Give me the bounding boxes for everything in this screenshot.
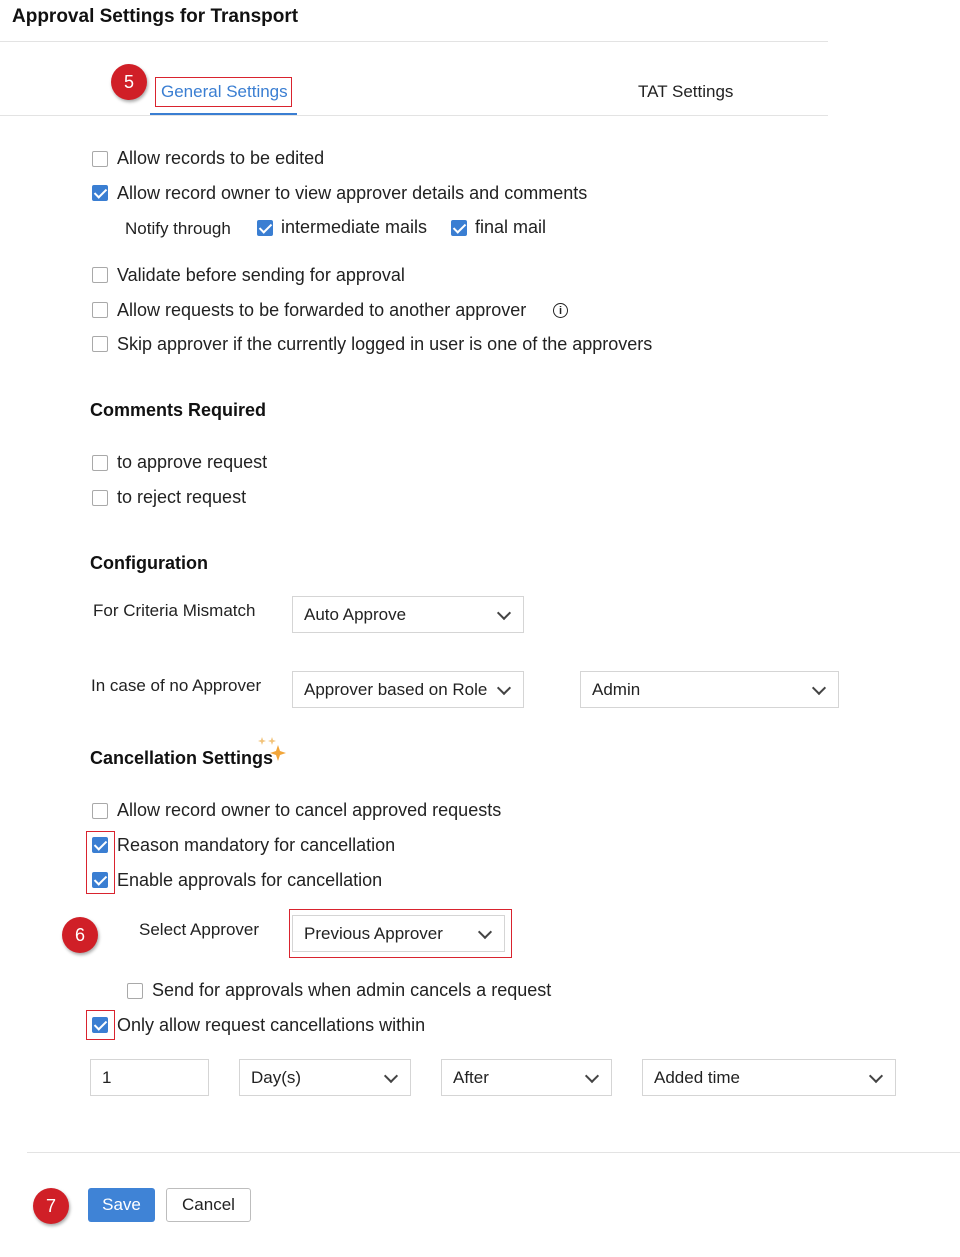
no-approver-label: In case of no Approver <box>91 676 262 695</box>
allow-edit-label: Allow records to be edited <box>117 148 325 168</box>
info-circle-icon[interactable] <box>553 303 568 318</box>
intermediate-mails-label: intermediate mails <box>281 217 428 237</box>
select-approver-value: Previous Approver <box>304 923 443 943</box>
final-mail-checkbox[interactable] <box>451 220 467 236</box>
chevron-down-icon <box>478 924 492 938</box>
within-unit-value: Day(s) <box>251 1067 302 1087</box>
only-within-label: Only allow request cancellations within <box>117 1015 426 1035</box>
admin-cancels-checkbox[interactable] <box>127 983 143 999</box>
header-divider <box>0 41 828 42</box>
chevron-down-icon <box>497 605 511 619</box>
select-approver-dropdown[interactable] <box>292 915 505 952</box>
tabs-divider <box>0 115 828 116</box>
allow-edit-checkbox[interactable] <box>92 151 108 167</box>
criteria-mismatch-label: For Criteria Mismatch <box>93 601 256 620</box>
chevron-down-icon <box>585 1068 599 1082</box>
only-within-checkbox[interactable] <box>92 1017 108 1033</box>
footer-divider <box>27 1152 960 1153</box>
owner-view-checkbox[interactable] <box>92 185 108 201</box>
info-icon-glyph: i <box>558 304 563 317</box>
within-count-value: 1 <box>102 1067 112 1087</box>
save-button[interactable]: Save <box>88 1188 155 1222</box>
comments-heading: Comments Required <box>90 400 267 420</box>
within-relation-select[interactable] <box>441 1059 612 1096</box>
no-approver-value: Approver based on Role <box>304 679 488 699</box>
role-value: Admin <box>592 679 641 699</box>
sparkle-icon <box>254 735 288 765</box>
forward-label: Allow requests to be forwarded to another approver <box>117 300 527 320</box>
reason-mandatory-label: Reason mandatory for cancellation <box>117 835 396 855</box>
final-mail-label: final mail <box>475 217 547 237</box>
skip-label: Skip approver if the currently logged in user is one of the approvers <box>117 334 653 354</box>
owner-cancel-label: Allow record owner to cancel approved requests <box>117 800 502 820</box>
skip-checkbox[interactable] <box>92 336 108 352</box>
tab-tat-settings[interactable]: TAT Settings <box>638 82 734 101</box>
reason-mandatory-checkbox[interactable] <box>92 837 108 853</box>
role-select[interactable] <box>580 671 839 708</box>
reject-comment-label: to reject request <box>117 487 247 507</box>
intermediate-mails-checkbox[interactable] <box>257 220 273 236</box>
no-approver-select[interactable] <box>292 671 524 708</box>
chevron-down-icon <box>812 680 826 694</box>
forward-checkbox[interactable] <box>92 302 108 318</box>
within-count-input[interactable] <box>90 1059 209 1096</box>
within-reference-select[interactable] <box>642 1059 896 1096</box>
chevron-down-icon <box>869 1068 883 1082</box>
within-unit-select[interactable] <box>239 1059 411 1096</box>
admin-cancels-label: Send for approvals when admin cancels a request <box>152 980 552 1000</box>
criteria-mismatch-select[interactable] <box>292 596 524 633</box>
configuration-heading: Configuration <box>90 553 208 573</box>
within-relation-value: After <box>453 1067 489 1087</box>
step-badge-6: 6 <box>62 917 98 953</box>
tab-general-settings[interactable]: General Settings <box>161 82 288 101</box>
step-badge-7: 7 <box>33 1188 69 1224</box>
approve-comment-label: to approve request <box>117 452 268 472</box>
cancel-button[interactable]: Cancel <box>166 1188 251 1222</box>
within-reference-value: Added time <box>654 1067 740 1087</box>
notify-through-label: Notify through <box>125 219 231 238</box>
select-approver-label: Select Approver <box>139 920 260 939</box>
validate-label: Validate before sending for approval <box>117 265 405 285</box>
reject-comment-checkbox[interactable] <box>92 490 108 506</box>
owner-cancel-checkbox[interactable] <box>92 803 108 819</box>
chevron-down-icon <box>384 1068 398 1082</box>
chevron-down-icon <box>497 680 511 694</box>
step-badge-5: 5 <box>111 64 147 100</box>
enable-approvals-label: Enable approvals for cancellation <box>117 870 383 890</box>
validate-checkbox[interactable] <box>92 267 108 283</box>
criteria-mismatch-value: Auto Approve <box>304 604 407 624</box>
enable-approvals-checkbox[interactable] <box>92 872 108 888</box>
approve-comment-checkbox[interactable] <box>92 455 108 471</box>
owner-view-label: Allow record owner to view approver details and comments <box>117 183 588 203</box>
page-title: Approval Settings for Transport <box>12 6 299 27</box>
cancellation-heading: Cancellation Settings <box>90 748 274 768</box>
